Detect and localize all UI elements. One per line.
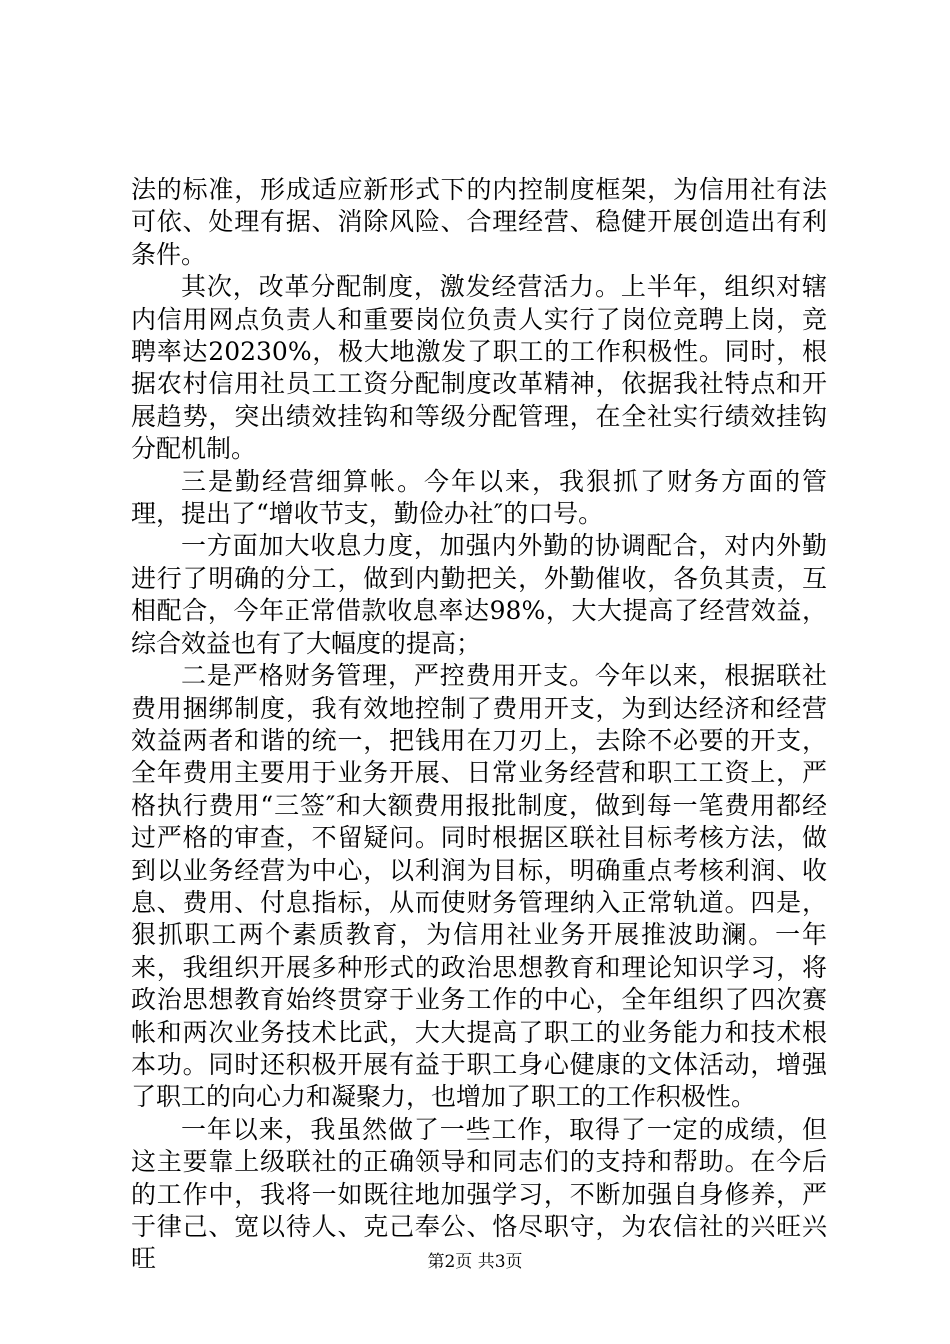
paragraph-2: 其次，改革分配制度，激发经营活力。上半年，组织对辖内信用网点负责人和重要岗位负责人实行了岗位竞聘上岗，竞聘率达20230%，极大地激发了职工的工作积极性。同时，根据农村信用社员工工资分配制度改革精神，依据我社特点和开展趋势，突出绩效挂钩和等级分配管理，在全社实行绩效挂钩分配机制。 <box>131 272 827 464</box>
page-number-footer: 第2页 共3页 <box>427 1252 523 1272</box>
paragraph-6: 一年以来，我虽然做了一些工作，取得了一定的成绩，但这主要靠上级联社的正确领导和同志们的支持和帮助。在今后的工作中，我将一如既往地加强学习，不断加强自身修养，严于律己、宽以待人、克己奉公、恪尽职守，为农信社的兴旺兴旺 <box>131 1114 827 1274</box>
paragraph-3: 三是勤经营细算帐。今年以来，我狠抓了财务方面的管理，提出了“增收节支，勤俭办社″的口号。 <box>131 466 827 529</box>
document-body <box>131 174 827 1276</box>
paragraph-4: 一方面加大收息力度，加强内外勤的协调配合，对内外勤进行了明确的分工，做到内勤把关，外勤催收，各负其责，互相配合，今年正常借款收息率达98%，大大提高了经营效益，综合效益也有了大幅度的提高； <box>131 531 827 658</box>
paragraph-1: 法的标准，形成适应新形式下的内控制度框架，为信用社有法可依、处理有据、消除风险、合理经营、稳健开展创造出有利条件。 <box>131 175 827 269</box>
paragraph-5: 二是严格财务管理，严控费用开支。今年以来，根据联社费用捆绑制度，我有效地控制了费用开支，为到达经济和经营效益两者和谐的统一，把钱用在刀刃上，去除不必要的开支，全年费用主要用于业务开展、日常业务经营和职工工资上，严格执行费用“三签″和大额费用报批制度，做到每一笔费用都经过严格的审查，不留疑问。同时根据区联社目标考核方法，做到以业务经营为中心，以利润为目标，明确重点考核利润、收息、费用、付息指标，从而使财务管理纳入正常轨道。四是，狠抓职工两个素质教育，为信用社业务开展推波助澜。一年来，我组织开展多种形式的政治思想教育和理论知识学习，将政治思想教育始终贯穿于业务工作的中心，全年组织了四次赛帐和两次业务技术比武，大大提高了职工的业务能力和技术根本功。同时还积极开展有益于职工身心健康的文体活动，增强了职工的向心力和凝聚力，也增加了职工的工作积极性。 <box>131 661 827 1112</box>
